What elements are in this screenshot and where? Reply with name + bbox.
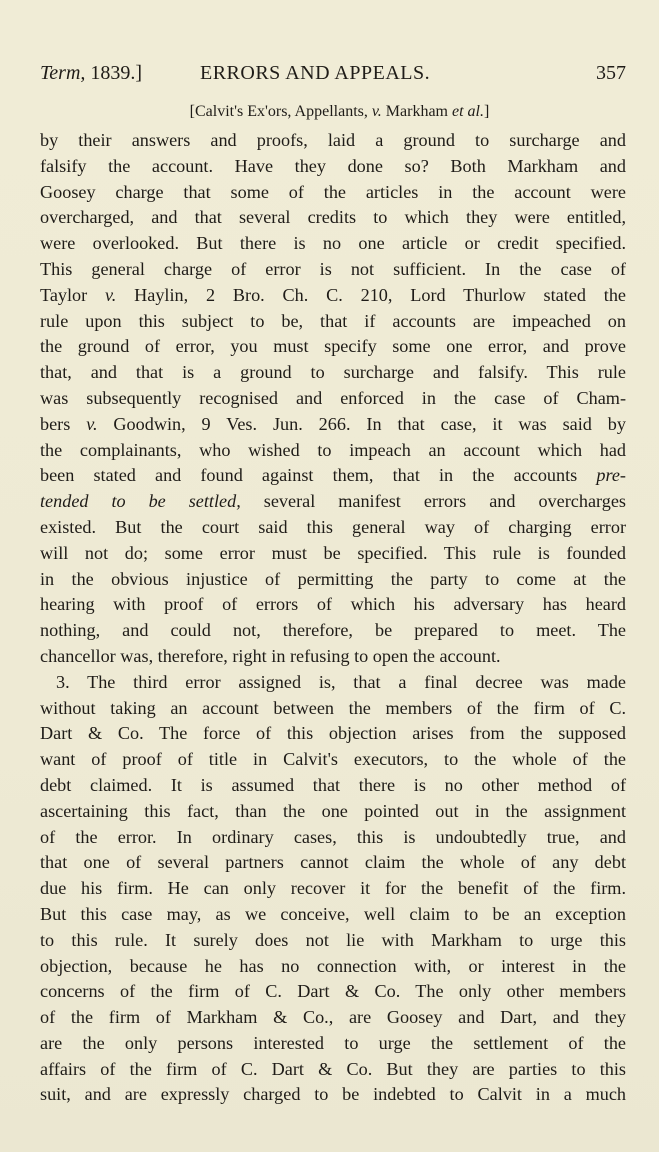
text-run: Goodwin, 9 Ves. Jun. 266. In that case, it was said by: [97, 413, 626, 434]
case-reference-v: v.: [371, 103, 382, 120]
text-line: nothing, and could not, therefore, be prepared to meet. The: [40, 620, 626, 641]
text-line: that one of several partners cannot claim the whole of any debt: [40, 852, 626, 873]
text-line: [40, 438, 626, 464]
text-line: were overlooked. But there is no one article or credit specified.: [40, 233, 626, 254]
text-line: of the error. In ordinary cases, this is undoubtedly true, and: [40, 826, 626, 847]
case-reference: [0, 100, 659, 124]
text-line: concerns of the firm of C. Dart & Co. The only other members: [40, 981, 626, 1002]
text-line: [40, 283, 626, 309]
text-line: affairs of the firm of C. Dart & Co. But they are parties to this: [40, 1058, 626, 1079]
text-line: [40, 463, 626, 489]
case-reference-middle: Markham: [381, 103, 452, 120]
text-line: existed. But the court said this general way of charging error: [40, 516, 626, 537]
text-line: by their answers and proofs, laid a ground to surcharge and: [40, 130, 626, 150]
text-line: suit, and are expressly charged to be indebted to Calvit in a much: [40, 1084, 626, 1105]
text-line-paragraph-end: chancellor was, therefore, right in refusing to open the account.: [40, 645, 501, 666]
header-term-word: Term,: [40, 62, 86, 84]
body-text: [40, 128, 626, 1108]
text-run-italic: pre-: [596, 465, 626, 486]
header-term: [40, 58, 142, 88]
text-line: overcharged, and that several credits to which they were entitled,: [40, 207, 626, 228]
text-line: without taking an account between the members of the firm of C.: [40, 697, 626, 718]
text-run: several manifest errors and overcharges: [240, 491, 626, 512]
header-title: ERRORS AND APPEALS.: [200, 62, 431, 84]
text-run: been stated and found against them, that in the accounts: [40, 465, 597, 486]
case-reference-close: ]: [484, 103, 490, 120]
text-line: hearing with proof of errors of which his adversary has heard: [40, 594, 626, 615]
text-line: falsify the account. Have they done so? Both Markham and: [40, 155, 626, 176]
text-run: Taylor: [40, 284, 106, 305]
text-line: are the only persons interested to urge the settlement of the: [40, 1032, 626, 1053]
text-line: Goosey charge that some of the articles in the account were: [40, 181, 626, 202]
text-line: [40, 489, 626, 515]
text-line: of the firm of Markham & Co., are Goosey and Dart, and they: [40, 1007, 626, 1028]
text-line: to this rule. It surely does not lie with Markham to urge this: [40, 929, 626, 950]
text-line: Dart & Co. The force of this objection arises from the supposed: [40, 723, 626, 744]
header-year: 1839.]: [90, 62, 143, 84]
case-reference-open: [Calvit's Ex'ors, Appellants,: [189, 103, 372, 120]
text-line: in the obvious injustice of permitting the party to come at the: [40, 568, 626, 589]
text-run-italic: v.: [86, 413, 98, 434]
text-run-italic: v.: [105, 284, 117, 305]
text-line: But this case may, as we conceive, well claim to be an exception: [40, 903, 626, 924]
text-line: the ground of error, you must specify some one error, and prove: [40, 336, 626, 357]
text-line: [40, 412, 626, 438]
text-line: This general charge of error is not sufficient. In the case of: [40, 258, 626, 279]
page-number: 357: [596, 62, 626, 84]
text-line-paragraph-start: 3. The third error assigned is, that a final decree was made: [56, 671, 626, 692]
text-line: debt claimed. It is assumed that there is no other method of: [40, 774, 626, 795]
text-run: bers: [40, 413, 87, 434]
text-line: rule upon this subject to be, that if accounts are impeached on: [40, 310, 626, 331]
text-run: the complainants, who wished to impeach an account which had: [40, 439, 626, 460]
text-line: want of proof of title in Calvit's executors, to the whole of the: [40, 749, 626, 770]
case-reference-et-al: et al.: [452, 103, 484, 120]
text-line: that, and that is a ground to surcharge and falsify. This rule: [40, 362, 626, 383]
text-line: due his firm. He can only recover it for the benefit of the firm.: [40, 878, 626, 899]
text-line: was subsequently recognised and enforced in the case of Cham-: [40, 387, 626, 408]
text-line: will not do; some error must be specified. This rule is founded: [40, 542, 626, 563]
text-line: objection, because he has no connection with, or interest in the: [40, 955, 626, 976]
text-run: Haylin, 2 Bro. Ch. C. 210, Lord Thurlow stated the: [116, 284, 626, 305]
running-header: [40, 58, 626, 88]
text-line: ascertaining this fact, than the one pointed out in the assignment: [40, 800, 626, 821]
text-run-italic: tended to be settled,: [40, 491, 241, 512]
